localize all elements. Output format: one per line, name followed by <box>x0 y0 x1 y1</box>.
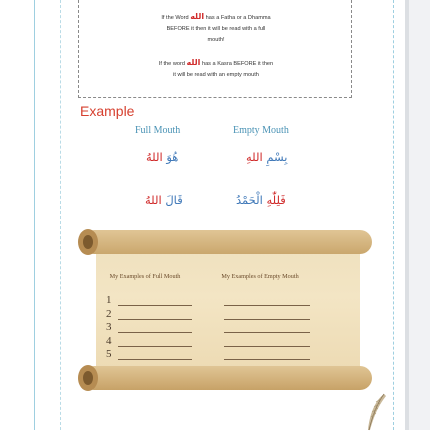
empty-mouth-column-heading: My Examples of Empty Mouth <box>221 273 299 280</box>
scroll-roll-top <box>82 230 372 254</box>
allah-word: الله <box>190 12 205 21</box>
rule-line-1 <box>79 12 353 23</box>
arabic-word: هُوَ <box>166 150 179 164</box>
margin-line-inner <box>60 0 62 430</box>
rule-text: has a Fatha or a Dhamma <box>205 15 271 21</box>
empty-mouth-heading: Empty Mouth <box>233 125 289 136</box>
scroll-roll-core <box>83 235 93 249</box>
rule-line-4 <box>79 58 353 69</box>
rule-text: If the Word <box>161 15 189 21</box>
empty-example-1 <box>246 150 287 164</box>
empty-answer-line[interactable] <box>224 332 310 333</box>
full-answer-line[interactable] <box>118 359 192 360</box>
scroll-roll-core <box>83 371 93 385</box>
rule-line-2: BEFORE it then it will be read with a full <box>166 26 266 32</box>
margin-line-right <box>393 0 394 430</box>
empty-answer-line[interactable] <box>224 346 310 347</box>
full-mouth-column-heading: My Examples of Full Mouth <box>109 273 181 280</box>
arabic-word: قَالَ <box>165 193 183 207</box>
rule-box <box>78 0 352 98</box>
examples-scroll <box>82 230 372 400</box>
full-answer-line[interactable] <box>118 305 192 306</box>
scroll-roll-bottom <box>82 366 372 390</box>
row-number: 1 <box>106 294 112 306</box>
full-example-2 <box>145 193 183 207</box>
empty-answer-line[interactable] <box>224 319 310 320</box>
example-heading: Example <box>80 103 135 119</box>
full-mouth-heading: Full Mouth <box>135 125 181 136</box>
full-answer-line[interactable] <box>118 332 192 333</box>
row-number: 2 <box>106 307 112 320</box>
empty-answer-line[interactable] <box>224 359 310 360</box>
quill-feather-icon <box>362 392 392 432</box>
page-edge-shadow <box>405 0 409 430</box>
full-answer-line[interactable] <box>118 319 192 320</box>
arabic-word: الْحَمْدُ <box>236 193 263 207</box>
allah-word: فَلِلّٰهِ <box>266 193 286 207</box>
allah-word: اللهِ <box>246 150 263 164</box>
allah-word: الله <box>186 58 201 67</box>
allah-word: اللهُ <box>146 150 163 164</box>
row-number: 4 <box>106 334 112 347</box>
margin-line-left <box>34 0 35 430</box>
empty-answer-line[interactable] <box>224 305 310 306</box>
scroll-parchment <box>96 240 360 382</box>
rule-line-3: mouth! <box>207 37 225 43</box>
rule-text: has a Kasra BEFORE it then <box>201 61 274 67</box>
allah-word: اللهُ <box>145 193 162 207</box>
rule-line-5: it will be read with an empty mouth <box>173 72 259 78</box>
scroll-roll-end <box>78 365 98 391</box>
empty-example-2 <box>236 193 286 207</box>
full-example-1 <box>146 150 178 164</box>
scroll-roll-end <box>78 229 98 255</box>
row-number: 3 <box>106 321 112 333</box>
full-answer-line[interactable] <box>118 346 192 347</box>
arabic-word: بِسْمِ <box>266 150 288 164</box>
rule-text: If the word <box>158 61 185 67</box>
row-number: 5 <box>106 348 112 360</box>
